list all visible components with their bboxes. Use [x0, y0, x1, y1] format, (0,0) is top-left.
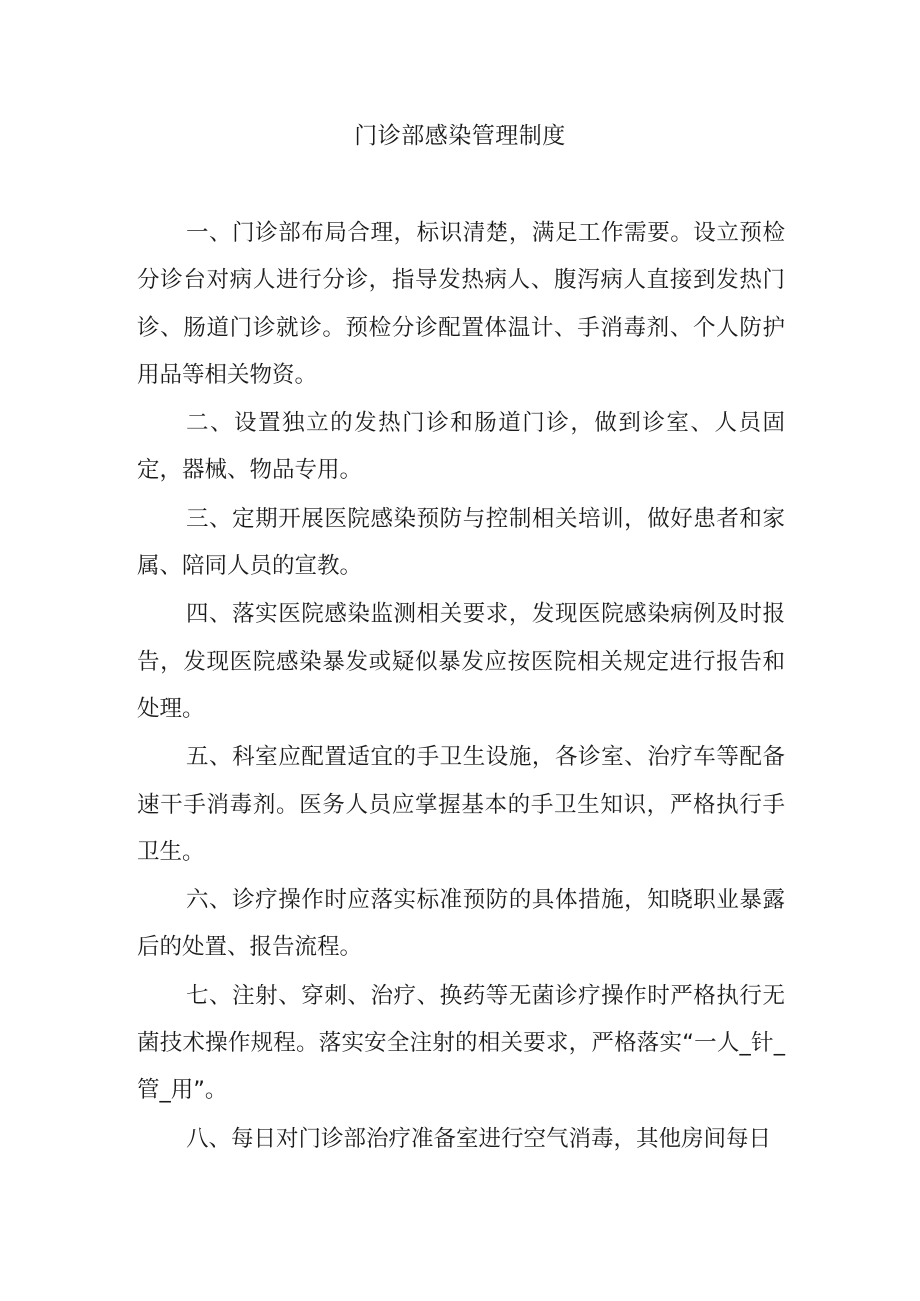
document-title: 门诊部感染管理制度	[354, 123, 566, 149]
paragraph-2: 二、设置独立的发热门诊和肠道门诊，做到诊室、人员固定，器械、物品专用。	[137, 410, 785, 484]
document-body	[137, 210, 785, 1164]
paragraph-6: 六、诊疗操作时应落实标准预防的具体措施，知晓职业暴露后的处置、报告流程。	[137, 887, 785, 961]
paragraph-5: 五、科室应配置适宜的手卫生设施，各诊室、治疗车等配备速干手消毒剂。医务人员应掌握基本的手卫生知识，严格执行手卫生。	[137, 744, 785, 865]
paragraph-7: 七、注射、穿刺、治疗、换药等无菌诊疗操作时严格执行无菌技术操作规程。落实安全注射的相关要求，严格落实“一人_针_管_用”。	[137, 982, 785, 1104]
paragraph-1: 一、门诊部布局合理，标识清楚，满足工作需要。设立预检分诊台对病人进行分诊，指导发热病人、腹泻病人直接到发热门诊、肠道门诊就诊。预检分诊配置体温计、手消毒剂、个人防护用品等相关物资。	[137, 220, 785, 388]
paragraph-8: 八、每日对门诊部治疗准备室进行空气消毒，其他房间每日	[186, 1125, 772, 1152]
paragraph-3: 三、定期开展医院感染预防与控制相关培训，做好患者和家属、陪同人员的宣教。	[137, 505, 785, 580]
paragraph-4: 四、落实医院感染监测相关要求，发现医院感染病例及时报告，发现医院感染暴发或疑似暴发应按医院相关规定进行报告和处理。	[137, 601, 785, 722]
